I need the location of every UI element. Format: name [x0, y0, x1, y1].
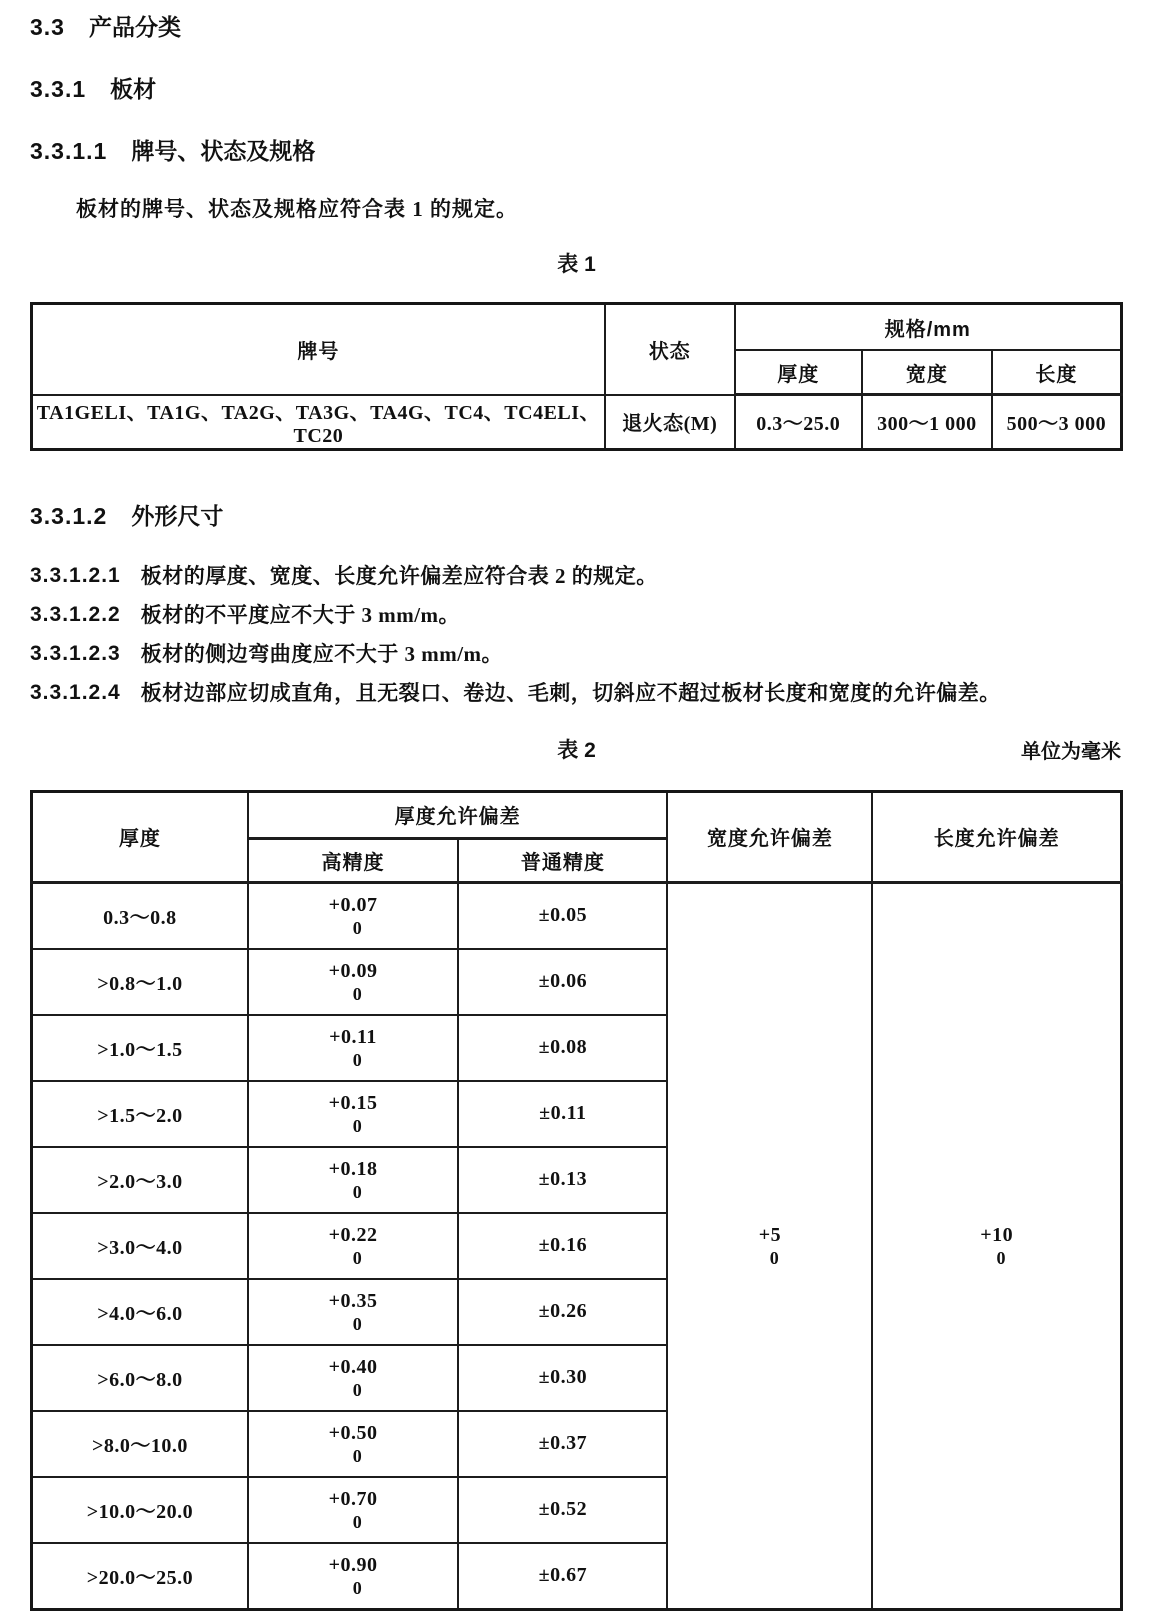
tolerance-upper: +0.35	[328, 1290, 378, 1312]
intro-paragraph: 板材的牌号、状态及规格应符合表 1 的规定。	[76, 197, 518, 221]
thickness-range: >8.0～10.0	[32, 1411, 248, 1477]
section-heading-3-3	[30, 12, 1123, 42]
normal-precision-tolerance: ±0.05	[458, 882, 667, 949]
tolerance-upper: +0.50	[328, 1422, 378, 1444]
table2-caption: 表 2	[557, 738, 596, 762]
tolerance-stack	[329, 1487, 378, 1532]
normal-precision-tolerance: ±0.30	[458, 1345, 667, 1411]
section-heading-3-3-1-2	[30, 501, 1123, 531]
high-precision-tolerance	[248, 1411, 458, 1477]
clause-3-3-1-2-1	[30, 561, 1123, 591]
table1-caption: 表 1	[557, 253, 596, 276]
table2-tolerances	[30, 790, 1123, 1611]
tolerance-stack	[329, 1355, 378, 1400]
thickness-range: >1.5～2.0	[32, 1081, 248, 1147]
tolerance-lower: 0	[769, 1248, 780, 1268]
tolerance-stack	[329, 1223, 378, 1268]
normal-precision-tolerance: ±0.16	[458, 1213, 667, 1279]
normal-precision-tolerance: ±0.37	[458, 1411, 667, 1477]
section-heading-3-3-1	[30, 74, 1123, 104]
table2-header-row-1	[32, 791, 1122, 838]
tolerance-lower: 0	[352, 1050, 363, 1070]
tolerance-upper: +0.40	[328, 1356, 378, 1378]
section-title: 产品分类	[88, 14, 181, 40]
table1-header-length: 长度	[992, 350, 1122, 395]
thickness-range: >3.0～4.0	[32, 1213, 248, 1279]
tolerance-stack	[329, 1553, 378, 1598]
tolerance-upper: +0.22	[328, 1224, 378, 1246]
thickness-range-cell: 0.3～25.0	[735, 395, 863, 450]
high-precision-tolerance	[248, 1015, 458, 1081]
normal-precision-tolerance: ±0.06	[458, 949, 667, 1015]
tolerance-upper: +0.07	[328, 894, 378, 916]
section-title: 外形尺寸	[131, 502, 224, 529]
length-tolerance-merged-cell	[872, 882, 1121, 1609]
high-precision-tolerance	[248, 882, 458, 949]
tolerance-lower: 0	[352, 1446, 363, 1466]
normal-precision-tolerance: ±0.67	[458, 1543, 667, 1610]
thickness-range: >20.0～25.0	[32, 1543, 248, 1610]
tolerance-upper: +0.11	[329, 1026, 377, 1048]
table2-header-length-tol: 长度允许偏差	[872, 791, 1121, 882]
tolerance-stack	[329, 1091, 378, 1136]
clause-text: 板材的厚度、宽度、长度允许偏差应符合表 2 的规定。	[140, 563, 658, 588]
tolerance-lower: 0	[352, 1512, 363, 1532]
grade-list-cell: TA1GELI、TA1G、TA2G、TA3G、TA4G、TC4、TC4ELI、TC20	[32, 395, 605, 450]
table1-header-condition: 状态	[605, 304, 735, 395]
high-precision-tolerance	[248, 1477, 458, 1543]
high-precision-tolerance	[248, 1543, 458, 1610]
tolerance-upper: +0.18	[328, 1158, 378, 1180]
thickness-range: >10.0～20.0	[32, 1477, 248, 1543]
high-precision-tolerance	[248, 949, 458, 1015]
thickness-range: >1.0～1.5	[32, 1015, 248, 1081]
tolerance-lower: 0	[996, 1248, 1006, 1268]
table2-header-normal-precision: 普通精度	[458, 838, 667, 882]
table1-header-width: 宽度	[862, 350, 992, 395]
table1-header-row-1	[32, 304, 1122, 351]
tolerance-upper: +0.09	[328, 960, 378, 982]
high-precision-tolerance	[248, 1279, 458, 1345]
table2-header-high-precision: 高精度	[248, 838, 458, 882]
thickness-range: >0.8～1.0	[32, 949, 248, 1015]
tolerance-lower: 0	[352, 1314, 363, 1334]
clause-text: 板材的侧边弯曲度应不大于 3 mm/m。	[140, 641, 504, 666]
clause-number: 3.3.1.2.2	[30, 602, 121, 626]
high-precision-tolerance	[248, 1081, 458, 1147]
tolerance-stack	[329, 1289, 378, 1334]
clause-text: 板材边部应切成直角，且无裂口、卷边、毛刺，切斜应不超过板材长度和宽度的允许偏差。	[140, 680, 1001, 705]
tolerance-stack	[759, 1223, 781, 1268]
condition-cell: 退火态(M)	[605, 395, 735, 450]
table2-row	[32, 882, 1122, 949]
table1-header-spec-group: 规格/mm	[735, 304, 1122, 351]
table2-header-width-tol: 宽度允许偏差	[667, 791, 872, 882]
clause-3-3-1-2-3	[30, 639, 1123, 669]
table2-unit-note: 单位为毫米	[1021, 740, 1121, 763]
section-number: 3.3.1.2	[30, 502, 108, 529]
clause-number: 3.3.1.2.4	[30, 680, 121, 704]
tolerance-stack	[329, 893, 378, 938]
length-range-cell: 500～3 000	[992, 395, 1122, 450]
tolerance-upper: +10	[980, 1224, 1014, 1246]
section-number: 3.3.1	[30, 76, 87, 102]
tolerance-lower: 0	[352, 1116, 363, 1136]
section-heading-3-3-1-1	[30, 136, 1123, 166]
width-range-cell: 300～1 000	[862, 395, 992, 450]
tolerance-stack	[329, 959, 378, 1004]
thickness-range: >4.0～6.0	[32, 1279, 248, 1345]
normal-precision-tolerance: ±0.08	[458, 1015, 667, 1081]
table2-header-thickness: 厚度	[32, 791, 248, 882]
thickness-range: >6.0～8.0	[32, 1345, 248, 1411]
normal-precision-tolerance: ±0.11	[458, 1081, 667, 1147]
tolerance-upper: +0.15	[328, 1092, 378, 1114]
clause-list	[30, 561, 1123, 708]
table1-header-thickness: 厚度	[735, 350, 863, 395]
tolerance-stack	[329, 1421, 378, 1466]
tolerance-lower: 0	[352, 1248, 363, 1268]
clause-3-3-1-2-2	[30, 600, 1123, 630]
table1-grade-condition-spec	[30, 302, 1123, 451]
normal-precision-tolerance: ±0.13	[458, 1147, 667, 1213]
section-title: 牌号、状态及规格	[131, 138, 316, 164]
tolerance-upper: +0.90	[328, 1554, 378, 1576]
table1-data-row	[32, 395, 1122, 450]
section-number: 3.3.1.1	[30, 138, 108, 164]
clause-number: 3.3.1.2.1	[30, 563, 121, 587]
tolerance-lower: 0	[352, 984, 363, 1004]
tolerance-upper: +0.70	[328, 1488, 378, 1510]
clause-text: 板材的不平度应不大于 3 mm/m。	[140, 602, 461, 627]
table2-caption-row	[30, 736, 1123, 766]
high-precision-tolerance	[248, 1213, 458, 1279]
clause-number: 3.3.1.2.3	[30, 641, 121, 665]
table1-header-grade: 牌号	[32, 304, 605, 395]
section-title: 板材	[110, 76, 157, 102]
thickness-range: 0.3～0.8	[32, 882, 248, 949]
tolerance-upper: +5	[758, 1224, 782, 1246]
width-tolerance-merged-cell	[667, 882, 872, 1609]
tolerance-lower: 0	[352, 1380, 363, 1400]
clause-3-3-1-2-4	[30, 678, 1123, 708]
tolerance-lower: 0	[352, 1182, 363, 1202]
table2-header-thickness-tol-group: 厚度允许偏差	[248, 791, 668, 838]
high-precision-tolerance	[248, 1345, 458, 1411]
section-number: 3.3	[30, 14, 65, 40]
tolerance-lower: 0	[352, 1578, 363, 1598]
tolerance-stack	[329, 1157, 378, 1202]
normal-precision-tolerance: ±0.52	[458, 1477, 667, 1543]
tolerance-stack	[980, 1223, 1013, 1268]
tolerance-lower: 0	[352, 918, 363, 938]
high-precision-tolerance	[248, 1147, 458, 1213]
tolerance-stack	[329, 1025, 377, 1070]
thickness-range: >2.0～3.0	[32, 1147, 248, 1213]
normal-precision-tolerance: ±0.26	[458, 1279, 667, 1345]
